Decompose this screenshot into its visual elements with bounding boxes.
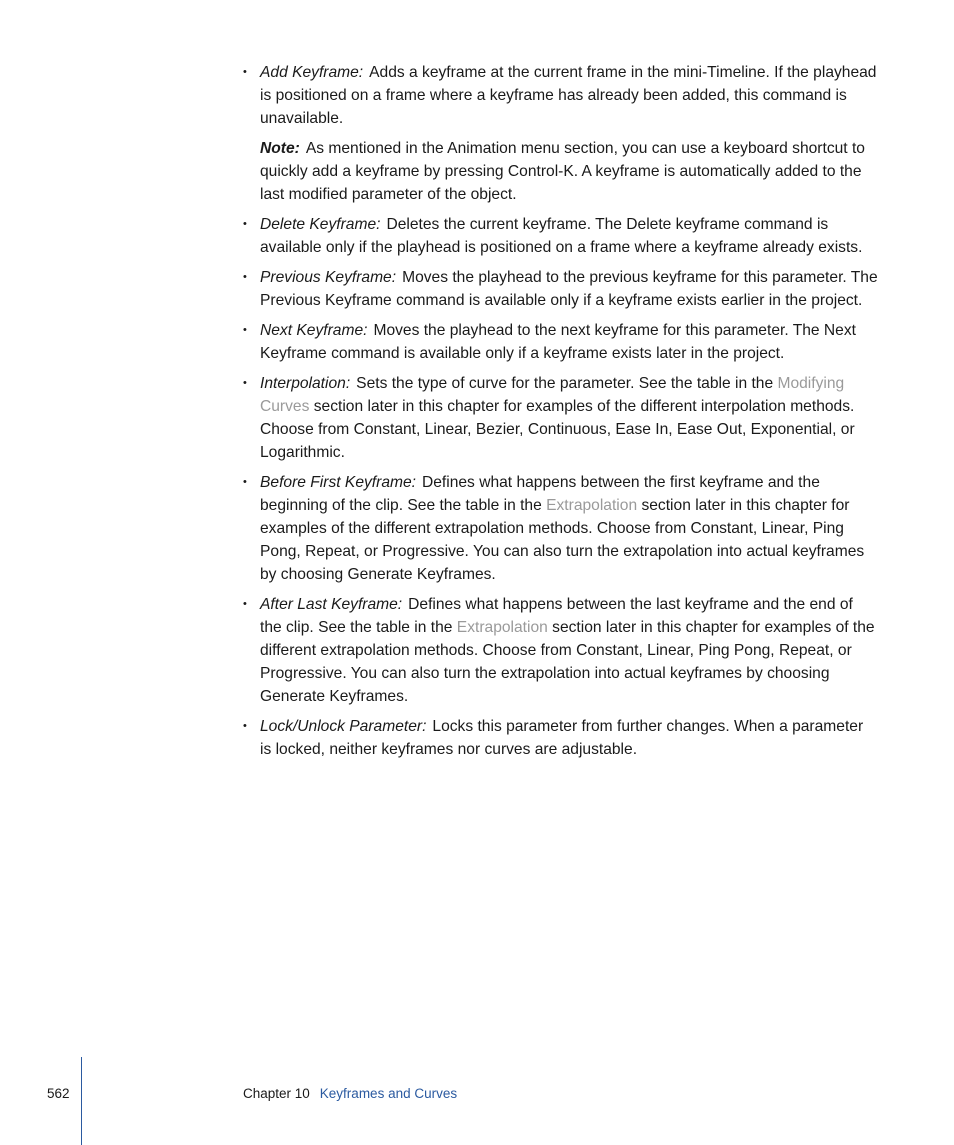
footer-divider (81, 1057, 82, 1145)
list-item-after-last-keyframe (243, 593, 878, 708)
item-term: Lock/Unlock Parameter: (260, 718, 427, 735)
item-text: Adds a keyframe at the current frame in the mini-Timeline. If the playhead is positioned on a frame where a keyframe has already been added, this command is unavailable. (260, 64, 877, 127)
footer-chapter (243, 1086, 457, 1101)
item-term: Previous Keyframe: (260, 269, 397, 286)
item-term: Next Keyframe: (260, 322, 368, 339)
list-item-delete-keyframe (243, 213, 878, 259)
item-text: section later in this chapter for examples of the different extrapolation methods. Choose from Constant, Linear, Ping Pong, Repeat, or Progressive. You can also turn the extrapolation into actual keyframes by choosing Generate Keyframes. (260, 497, 865, 583)
list-item-lock-unlock-parameter (243, 715, 878, 761)
item-text: Defines what happens between the last keyframe and the end of the clip. See the table in the (260, 596, 853, 636)
item-term: Add Keyframe: (260, 64, 364, 81)
bullet: • (243, 598, 247, 610)
note-label: Note: (260, 140, 300, 157)
page-number: 562 (47, 1086, 70, 1101)
item-text: Moves the playhead to the previous keyframe for this parameter. The Previous Keyframe command is available only if a keyframe exists earlier in the project. (260, 269, 878, 309)
item-text: Moves the playhead to the next keyframe for this parameter. The Next Keyframe command is available only if a keyframe exists later in the project. (260, 322, 856, 362)
extrapolation-link[interactable]: Extrapolation (546, 497, 638, 514)
chapter-label: Chapter 10 (243, 1086, 310, 1101)
item-term: Interpolation: (260, 375, 351, 392)
main-content (243, 61, 878, 768)
item-term: Before First Keyframe: (260, 474, 416, 491)
bullet: • (243, 218, 247, 230)
extrapolation-link[interactable]: Extrapolation (456, 619, 548, 636)
list-item-add-keyframe (243, 61, 878, 130)
bullet: • (243, 324, 247, 336)
bullet: • (243, 377, 247, 389)
modifying-curves-link[interactable]: Modifying Curves (260, 375, 845, 415)
bullet: • (243, 720, 247, 732)
bullet: • (243, 271, 247, 283)
item-text: Sets the type of curve for the parameter. See the table in the (356, 375, 778, 392)
item-text: Defines what happens between the first keyframe and the beginning of the clip. See the table in the (260, 474, 820, 514)
chapter-title: Keyframes and Curves (319, 1086, 458, 1101)
item-text: section later in this chapter for examples of the different interpolation methods. Choose from Constant, Linear, Bezier, Continuous, Ease In, Ease Out, Exponential, or Logarithmic. (260, 398, 855, 461)
list-item-previous-keyframe (243, 266, 878, 312)
item-text: Deletes the current keyframe. The Delete keyframe command is available only if the playhead is positioned on a frame where a keyframe already exists. (260, 216, 863, 256)
list-item-interpolation (243, 372, 878, 464)
list-item-next-keyframe (243, 319, 878, 365)
bullet: • (243, 66, 247, 78)
item-text: Locks this parameter from further changes. When a parameter is locked, neither keyframes nor curves are adjustable. (260, 718, 864, 758)
note-paragraph (243, 137, 878, 206)
item-text: section later in this chapter for examples of the different extrapolation methods. Choose from Constant, Linear, Ping Pong, Repeat, or Progressive. You can also turn the extrapolation into actual keyframes by choosing Generate Keyframes. (260, 619, 875, 705)
item-term: Delete Keyframe: (260, 216, 381, 233)
note-text: As mentioned in the Animation menu section, you can use a keyboard shortcut to quickly add a keyframe by pressing Control-K. A keyframe is automatically added to the last modified parameter of the object. (260, 140, 865, 203)
list-item-before-first-keyframe (243, 471, 878, 586)
bullet: • (243, 476, 247, 488)
item-term: After Last Keyframe: (260, 596, 403, 613)
